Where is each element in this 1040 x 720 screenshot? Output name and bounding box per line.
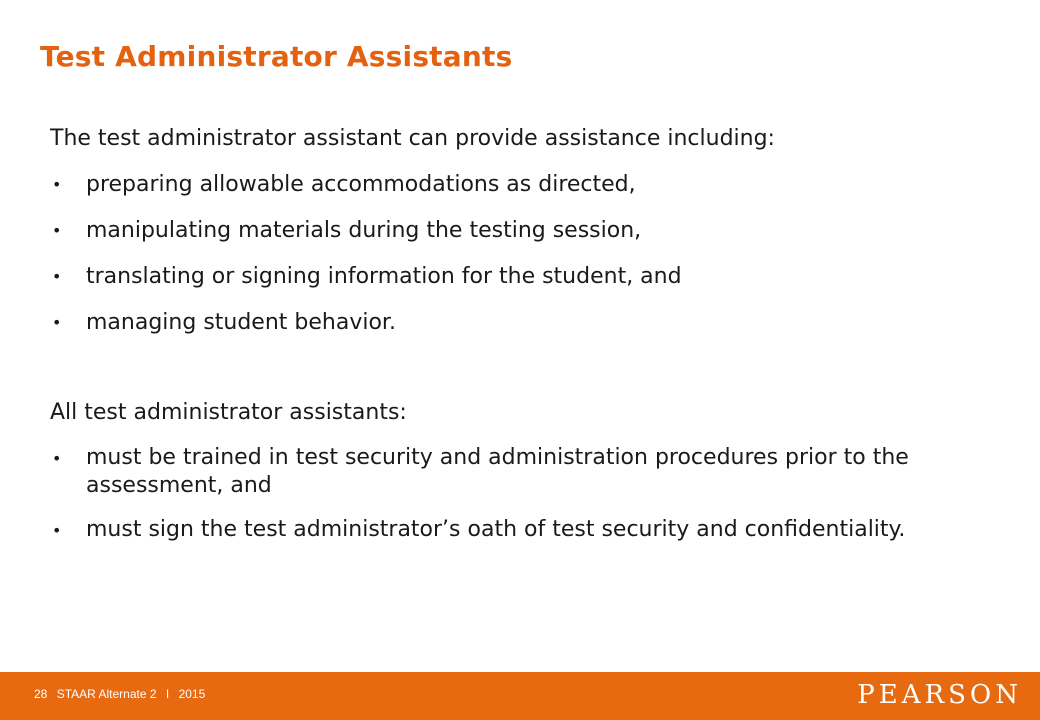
footer-bar bbox=[0, 672, 1040, 720]
bullet-icon: • bbox=[52, 313, 62, 332]
list-item bbox=[50, 216, 950, 246]
bullet-icon: • bbox=[52, 267, 62, 286]
footer-year: 2015 bbox=[178, 687, 206, 701]
bullet-icon: • bbox=[52, 221, 62, 240]
assistance-section bbox=[50, 124, 950, 338]
slide-title: Test Administrator Assistants bbox=[40, 40, 513, 73]
footer-meta bbox=[34, 687, 211, 701]
footer-separator: I bbox=[165, 687, 170, 701]
list-item bbox=[50, 308, 950, 338]
program-name: STAAR Alternate 2 bbox=[56, 687, 157, 701]
requirements-list bbox=[50, 444, 950, 544]
list-item bbox=[50, 262, 950, 292]
list-item-text: manipulating materials during the testing session, bbox=[86, 218, 642, 243]
list-item bbox=[50, 444, 950, 500]
bullet-icon: • bbox=[52, 175, 62, 194]
list-item-text: must be trained in test security and administration procedures prior to the assessment, and bbox=[86, 445, 909, 498]
list-item-text: preparing allowable accommodations as directed, bbox=[86, 172, 636, 197]
list-item-text: managing student behavior. bbox=[86, 310, 396, 335]
requirements-intro: All test administrator assistants: bbox=[50, 400, 407, 425]
list-item-text: translating or signing information for the student, and bbox=[86, 264, 682, 289]
bullet-icon: • bbox=[52, 521, 62, 540]
list-item-text: must sign the test administrator’s oath of test security and confidentiality. bbox=[86, 517, 906, 542]
assistance-list bbox=[50, 170, 950, 338]
page-number: 28 bbox=[34, 687, 48, 701]
list-item bbox=[50, 516, 950, 544]
assistance-intro: The test administrator assistant can provide assistance including: bbox=[50, 126, 775, 151]
list-item bbox=[50, 170, 950, 200]
requirements-section bbox=[50, 398, 950, 544]
bullet-icon: • bbox=[52, 449, 62, 468]
pearson-logo: PEARSON bbox=[857, 680, 1022, 710]
